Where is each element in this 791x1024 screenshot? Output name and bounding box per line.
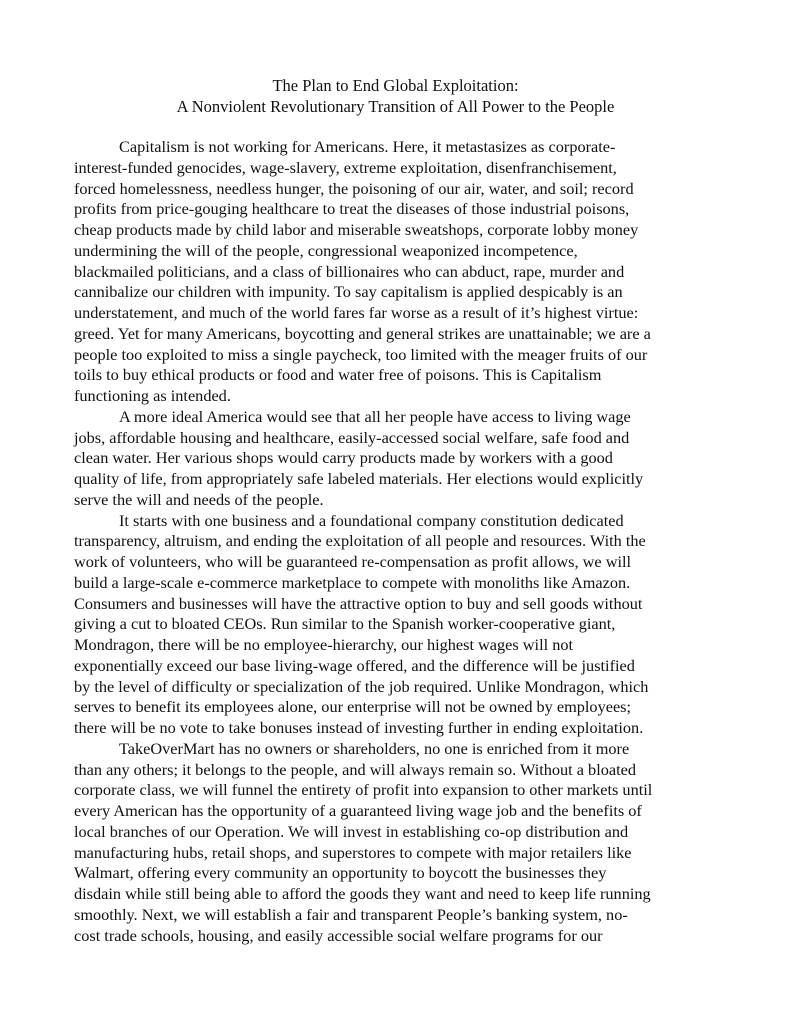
text-line: by the level of difficulty or specialization of the job required. Unlike Mondragon, which: [74, 676, 649, 696]
text-line: disdain while still being able to afford the goods they want and need to keep life running: [74, 884, 651, 903]
document-title: [0, 75, 791, 117]
text-line: functioning as intended.: [74, 386, 231, 405]
text-line: exponentially exceed our base living-wage offered, and the difference will be justified: [74, 655, 635, 675]
text-line: local branches of our Operation. We will invest in establishing co-op distribution and: [74, 821, 629, 841]
text-line: every American has the opportunity of a guaranteed living wage job and the benefits of: [74, 801, 642, 820]
text-line: jobs, affordable housing and healthcare, easily-accessed social welfare, safe food and: [74, 427, 630, 447]
title-line-2: A Nonviolent Revolutionary Transition of All Power to the People: [176, 97, 615, 116]
text-line: serves to benefit its employees alone, our enterprise will not be owned by employees;: [74, 697, 632, 717]
text-line: toils to buy ethical products or food and water free of poisons. This is Capitalism: [74, 365, 602, 385]
text-line: profits from price-gouging healthcare to treat the diseases of those industrial poisons,: [74, 199, 630, 219]
text-line: manufacturing hubs, retail shops, and superstores to compete with major retailers like: [74, 842, 632, 862]
text-line: transparency, altruism, and ending the exploitation of all people and resources. With the: [74, 531, 646, 551]
text-line: forced homelessness, needless hunger, the poisoning of our air, water, and soil; record: [74, 178, 634, 198]
text-line: work of volunteers, who will be guaranteed re-compensation as profit allows, we will: [74, 552, 632, 571]
text-line: understatement, and much of the world fares far worse as a result of it’s highest virtue:: [74, 303, 639, 322]
text-line: serve the will and needs of the people.: [74, 489, 324, 509]
text-line: blackmailed politicians, and a class of billionaires who can abduct, rape, murder and: [74, 261, 625, 281]
text-line: Capitalism is not working for Americans. Here, it metastasizes as corporate-: [119, 137, 616, 156]
text-line: people too exploited to miss a single paycheck, too limited with the meager fruits of our: [74, 344, 648, 364]
text-line: build a large-scale e-commerce marketplace to compete with monoliths like Amazon.: [74, 572, 631, 592]
text-line: giving a cut to bloated CEOs. Run similar to the Spanish worker-cooperative giant,: [74, 614, 616, 634]
text-line: interest-funded genocides, wage-slavery, extreme exploitation, disenfranchisement,: [74, 157, 617, 177]
text-line: cost trade schools, housing, and easily accessible social welfare programs for our: [74, 925, 603, 945]
text-line: smoothly. Next, we will establish a fair and transparent People’s banking system, no-: [74, 904, 628, 924]
text-line: Consumers and businesses will have the attractive option to buy and sell goods without: [74, 593, 643, 613]
text-line: clean water. Her various shops would carry products made by workers with a good: [74, 448, 613, 468]
text-line: cannibalize our children with impunity. To say capitalism is applied despicably is an: [74, 282, 623, 302]
text-line: than any others; it belongs to the people, and will always remain so. Without a bloated: [74, 759, 636, 779]
text-line: Mondragon, there will be no employee-hierarchy, our highest wages will not: [74, 635, 574, 654]
text-line: greed. Yet for many Americans, boycotting and general strikes are unattainable; we are a: [74, 323, 651, 343]
text-line: Walmart, offering every community an opportunity to boycott the businesses they: [74, 863, 607, 883]
document-body: [74, 137, 734, 946]
text-line: undermining the will of the people, congressional weaponized incompetence,: [74, 240, 578, 260]
text-line: quality of life, from appropriately safe labeled materials. Her elections would explicitly: [74, 469, 644, 488]
text-line: TakeOverMart has no owners or shareholders, no one is enriched from it more: [119, 738, 630, 758]
text-line: It starts with one business and a foundational company constitution dedicated: [119, 510, 624, 530]
text-line: corporate class, we will funnel the entirety of profit into expansion to other markets until: [74, 780, 653, 800]
text-line: cheap products made by child labor and miserable sweatshops, corporate lobby money: [74, 220, 639, 239]
text-line: there will be no vote to take bonuses instead of investing further in ending exploitation.: [74, 718, 644, 737]
title-line-1: The Plan to End Global Exploitation:: [272, 76, 519, 95]
text-line: A more ideal America would see that all her people have access to living wage: [119, 406, 631, 426]
